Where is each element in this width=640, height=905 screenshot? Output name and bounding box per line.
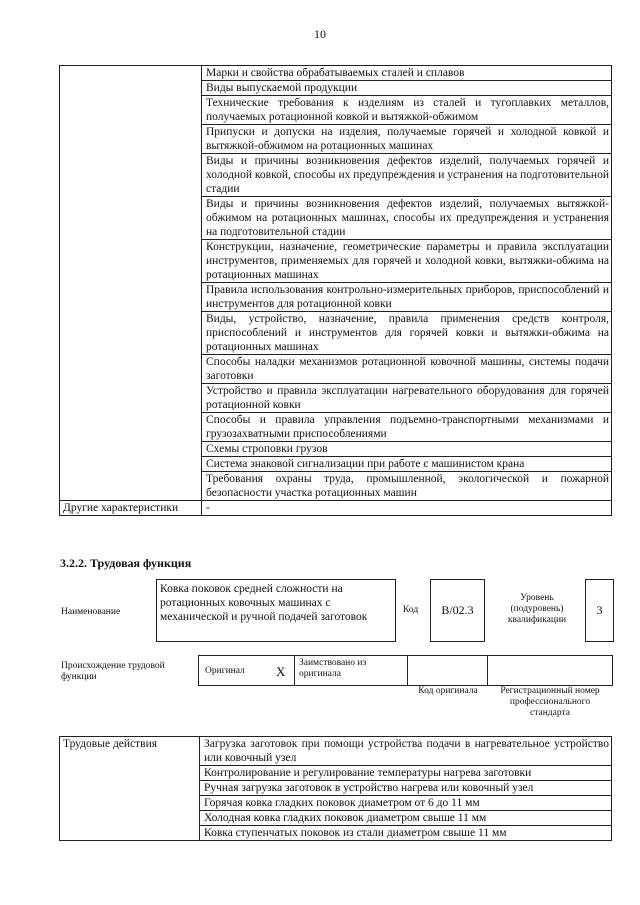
origin-divider-2 bbox=[407, 655, 408, 685]
knowledge-item: Технические требования к изделиям из сталей и тугоплавких металлов, получаемых ротационной ковкой и вытяжкой-обжимом bbox=[202, 96, 612, 125]
code-box bbox=[430, 579, 485, 642]
knowledge-row bbox=[60, 66, 612, 81]
reg-number-label: Регистрационный номер профессионального стандарта bbox=[500, 686, 600, 718]
action-item: Горячая ковка гладких поковок диаметром от 6 до 11 мм bbox=[200, 796, 612, 811]
origin-box bbox=[198, 655, 613, 686]
original-label: Оригинал bbox=[205, 666, 245, 676]
name-label: Наименование bbox=[61, 607, 121, 617]
actions-label: Трудовые действия bbox=[60, 737, 200, 841]
origin-label: Происхождение трудовой функции bbox=[61, 661, 165, 682]
knowledge-item: Система знаковой сигнализации при работе с машинистом крана bbox=[202, 457, 612, 472]
other-row bbox=[60, 501, 612, 516]
action-item: Контролирование и регулирование температуры нагрева заготовки bbox=[200, 766, 612, 781]
knowledge-item: Виды выпускаемой продукции bbox=[202, 81, 612, 96]
origin-divider-3 bbox=[487, 655, 488, 685]
name-box bbox=[156, 579, 396, 642]
code-label: Код bbox=[403, 605, 419, 615]
action-item: Ручная загрузка заготовок в устройство нагрева или ковочный узел bbox=[200, 781, 612, 796]
knowledge-item: Виды и причины возникновения дефектов изделий, получаемых горячей и холодной ковкой, способы их предупреждения и устранения на подготовительной стадии bbox=[202, 154, 612, 197]
name-value: Ковка поковок средней сложности на ротационных ковочных машинах с механической и ручной подачей заготовок bbox=[160, 583, 368, 623]
original-mark: X bbox=[276, 664, 286, 679]
page-number: 10 bbox=[314, 27, 326, 41]
action-item: Холодная ковка гладких поковок диаметром свыше 11 мм bbox=[200, 811, 612, 826]
actions-table bbox=[59, 736, 612, 841]
knowledge-item: Правила использования контрольно-измерительных приборов, приспособлений и инструментов для ротационной ковки bbox=[202, 283, 612, 312]
code-original-label: Код оригинала bbox=[418, 686, 478, 696]
borrowed-label: Заимствовано из оригинала bbox=[299, 658, 367, 679]
action-item: Загрузка заготовок при помощи устройства подачи в нагревательное устройство или ковочный узел bbox=[200, 737, 612, 766]
section-title: 3.2.2. Трудовая функция bbox=[60, 556, 192, 570]
action-row bbox=[60, 737, 612, 766]
action-item: Ковка ступенчатых поковок из стали диаметром свыше 11 мм bbox=[200, 826, 612, 841]
knowledge-item: Требования охраны труда, промышленной, экологической и пожарной безопасности участка ротационных машин bbox=[202, 472, 612, 501]
knowledge-item: Конструкции, назначение, геометрические параметры и правила эксплуатации инструментов, применяемых для горячей и холодной ковки, вытяжки-обжима на ротационных машинах bbox=[202, 240, 612, 283]
knowledge-item: Виды, устройство, назначение, правила применения средств контроля, приспособлений и инструментов для горячей ковки и вытяжки-обжима на ротационных машинах bbox=[202, 312, 612, 355]
knowledge-table bbox=[59, 65, 612, 516]
knowledge-item: Припуски и допуски на изделия, получаемые горячей и холодной ковкой и вытяжкой-обжимом на ротационных машинах bbox=[202, 125, 612, 154]
knowledge-item: Способы наладки механизмов ротационной ковочной машины, системы подачи заготовки bbox=[202, 355, 612, 384]
knowledge-item: Способы и правила управления подъемно-транспортными механизмами и грузозахватными приспособлениями bbox=[202, 413, 612, 442]
knowledge-item: Виды и причины возникновения дефектов изделий, получаемых вытяжкой-обжимом на ротационных машинах, способы их предупреждения и устранения на подготовительной стадии bbox=[202, 197, 612, 240]
knowledge-label-cell bbox=[60, 66, 202, 501]
level-box bbox=[585, 579, 614, 642]
knowledge-item: Устройство и правила эксплуатации нагревательного оборудования для горячей ротационной ковки bbox=[202, 384, 612, 413]
level-label: Уровень (подуровень) квалификации bbox=[507, 593, 567, 625]
origin-divider-1 bbox=[294, 655, 295, 685]
other-label: Другие характеристики bbox=[60, 501, 202, 516]
level-value: 3 bbox=[596, 603, 603, 617]
knowledge-item: Марки и свойства обрабатываемых сталей и сплавов bbox=[202, 66, 612, 81]
other-value: - bbox=[202, 501, 612, 516]
knowledge-item: Схемы строповки грузов bbox=[202, 442, 612, 457]
code-value: B/02.3 bbox=[441, 603, 474, 617]
